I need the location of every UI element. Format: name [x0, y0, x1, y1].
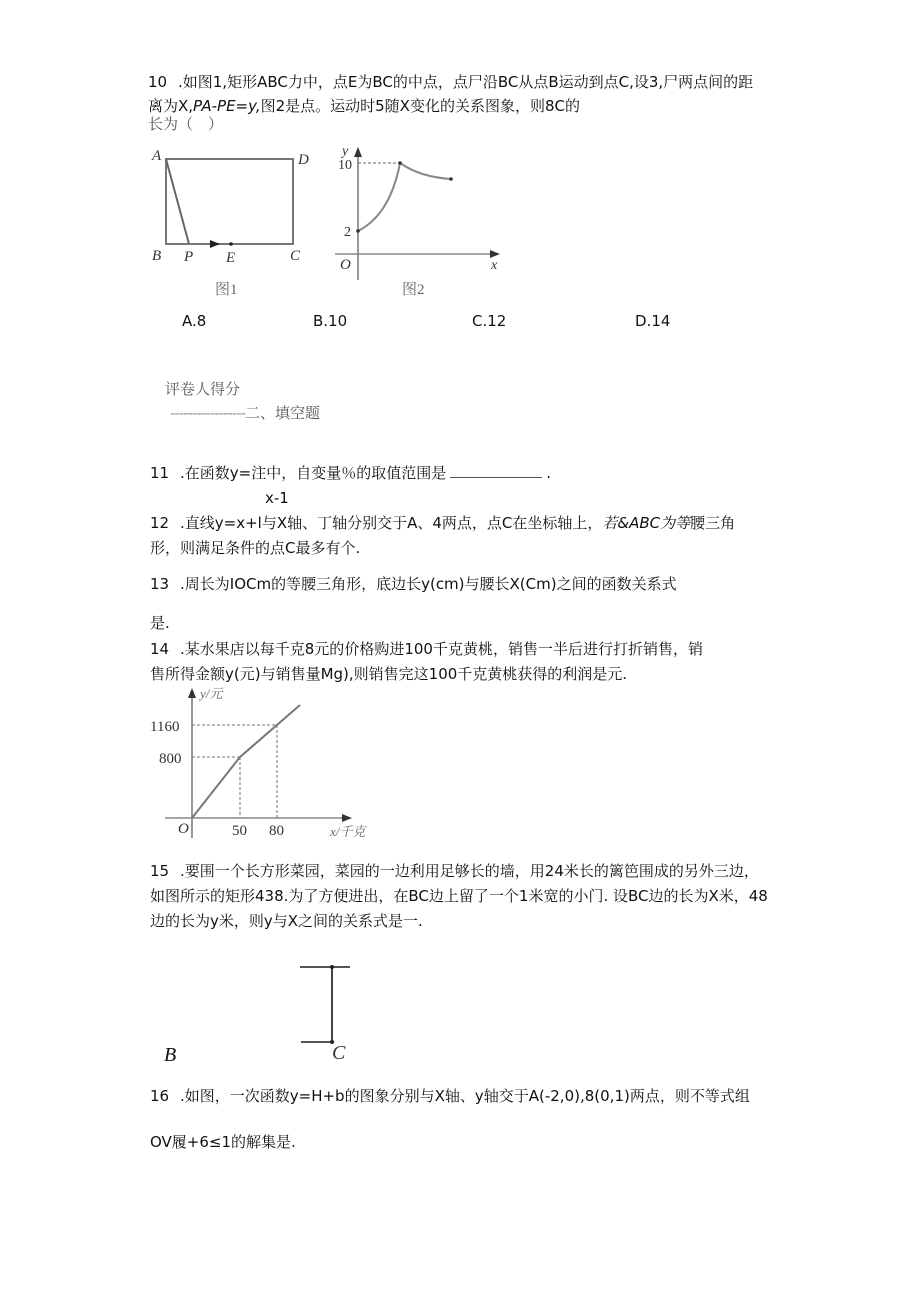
origin-label: O — [178, 821, 189, 837]
q12-text-1a: .直线y=x+l与X轴、丁轴分别交于A、4两点，点C在坐标轴上， — [180, 514, 603, 532]
q13-line2: 是. — [150, 614, 170, 632]
segment-ap — [166, 159, 189, 244]
q15-line1 — [150, 861, 759, 881]
point-e — [229, 242, 233, 246]
q10-figure2 — [330, 145, 510, 300]
q11-answer-blank[interactable] — [450, 463, 542, 478]
sales-line — [192, 705, 300, 818]
section-title: 二、填空题 — [245, 404, 321, 422]
option-a[interactable]: A.8 — [182, 312, 207, 330]
label-a: A — [152, 148, 162, 164]
chart-y-label: y/元 — [200, 686, 223, 701]
q10-line1 — [148, 72, 753, 92]
point-2 — [356, 229, 360, 233]
q11-denominator: x-1 — [265, 489, 289, 507]
q14-text-1: .某水果店以每千克8元的价格购进100千克黄桃，销售一半后进行打折销售，销 — [180, 640, 703, 658]
q16-line2: OV履+6≤1的解集是. — [150, 1133, 296, 1151]
q10-figure1 — [148, 145, 318, 300]
section-dashes: ----------------- — [170, 404, 246, 422]
q14-number: 14 — [150, 640, 170, 658]
tick-800: 800 — [159, 751, 182, 767]
tick-10: 10 — [338, 158, 352, 173]
label-c: C — [290, 248, 301, 264]
q16-number: 16 — [150, 1087, 170, 1105]
q14-chart — [145, 688, 385, 848]
q10-line3: 长为（ ） — [148, 115, 224, 133]
q16-text-1: .如图，一次函数y=H+b的图象分别与X轴、y轴交于A(-2,0),8(0,1)两点，则不等式组 — [180, 1087, 750, 1105]
figure1-caption: 图1 — [215, 282, 238, 298]
q10-number: 10 — [148, 73, 168, 91]
curve-falling — [400, 163, 451, 179]
point-end — [449, 177, 453, 181]
label-c: C — [332, 1042, 346, 1064]
gate-point-top — [330, 965, 334, 969]
q16-line1 — [150, 1086, 750, 1106]
chart-x-label: x/千克 — [330, 824, 366, 839]
label-b: B — [152, 248, 162, 264]
q11-period: . — [546, 464, 551, 482]
q10-text-2c: 图2是点。运动时5随X变化的关系图象，则8C的 — [260, 97, 580, 115]
q15-line2: 如图所示的矩形438.为了方便进出，在BC边上留了一个1米宽的小门. 设BC边的长为X米，48 — [150, 887, 768, 905]
q15-figure — [150, 955, 370, 1065]
origin-label: O — [340, 257, 351, 273]
tick-2: 2 — [344, 225, 351, 240]
q10-text-2a: 离为X, — [148, 97, 194, 115]
option-c[interactable]: C.12 — [472, 312, 507, 330]
axis-label-y: y — [342, 144, 349, 159]
q12-text-1c: 腰三角 — [690, 514, 736, 532]
option-b[interactable]: B.10 — [313, 312, 348, 330]
axis-label-x: x — [491, 258, 498, 273]
q15-number: 15 — [150, 862, 170, 880]
q14-line1 — [150, 639, 703, 659]
q14-line2: 售所得金额y(元)与销售量Mg),则销售完这100千克黄桃获得的利润是元. — [150, 665, 628, 683]
q12-text-1b: 若&ABC为等 — [602, 514, 691, 532]
q15-line3: 边的长为y米，则y与X之间的关系式是一. — [150, 912, 423, 930]
q12-line2: 形，则满足条件的点C最多有个. — [150, 539, 361, 557]
q11-line1 — [150, 463, 551, 483]
y-axis-arrow-icon — [354, 147, 362, 157]
x-axis-arrow-icon — [490, 250, 500, 258]
tick-50: 50 — [232, 823, 247, 839]
q10-line2 — [148, 96, 580, 116]
label-d: D — [298, 152, 309, 168]
section-heading — [170, 403, 320, 423]
option-d[interactable]: D.14 — [635, 312, 671, 330]
q12-number: 12 — [150, 514, 170, 532]
label-p: P — [184, 249, 194, 265]
label-e: E — [226, 250, 236, 266]
q10-formula: PA-PE=y, — [193, 97, 261, 115]
x-axis-arrow-icon — [342, 814, 352, 822]
q15-text-1: .要围一个长方形菜园，菜园的一边利用足够长的墙，用24米长的篱笆围成的另外三边， — [180, 862, 759, 880]
arrow-icon — [210, 240, 220, 248]
figure2-caption: 图2 — [402, 282, 425, 298]
y-axis-arrow-icon — [188, 688, 196, 698]
q10-text-1: .如图1,矩形ABC力中，点E为BC的中点，点尸沿BC从点B运动到点C,设3,尸两点间的距 — [178, 73, 754, 91]
tick-80: 80 — [269, 823, 284, 839]
curve-rising — [358, 163, 400, 231]
q12-line1 — [150, 513, 735, 533]
grader-label: 评卷人得分 — [165, 380, 241, 398]
label-b: B — [164, 1044, 177, 1066]
q11-text: .在函数y=注中，自变量％的取值范围是 — [180, 464, 447, 482]
tick-1160: 1160 — [150, 719, 180, 735]
q13-number: 13 — [150, 575, 170, 593]
q13-text-1: .周长为IOCm的等腰三角形，底边长y(cm)与腰长X(Cm)之间的函数关系式 — [180, 575, 677, 593]
q11-number: 11 — [150, 464, 170, 482]
q13-line1 — [150, 574, 677, 594]
point-peak — [398, 161, 402, 165]
